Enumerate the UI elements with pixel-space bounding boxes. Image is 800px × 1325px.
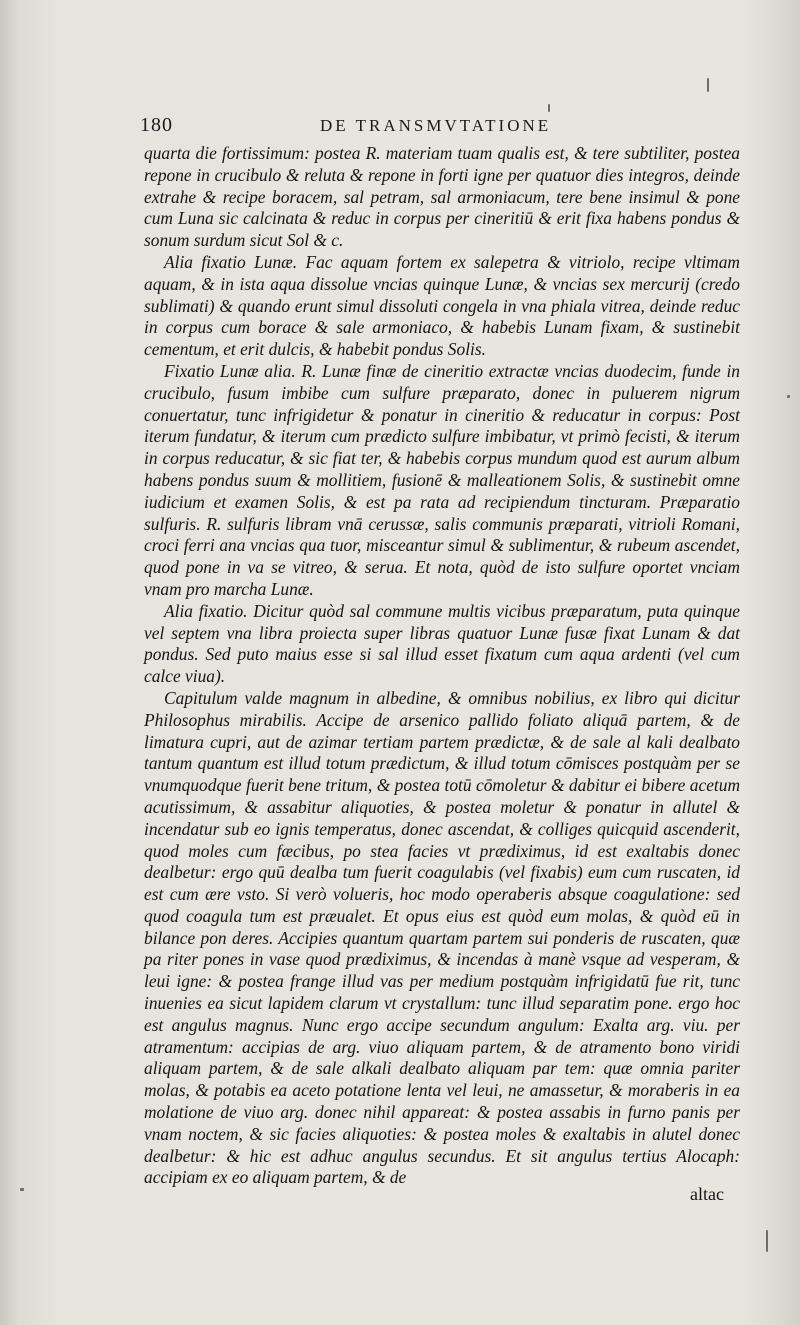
body-text (144, 143, 740, 1189)
ink-speck (20, 1188, 24, 1191)
paragraph: Capitulum valde magnum in albedine, & omnibus nobilius, ex libro qui dicitur Philosophus mirabilis. Accipe de arsenico pallido foliato aliquā partem, & de limatura cupri, aut de azimar tertiam partem prædictæ, & de sale al kali dealbato tantum quantum est illud totum prædictum, & illud totum cōmisces postquàm per se vnumquodque fuerit bene tritum, & postea totū cōmoletur & dabitur ei bibere acetum acutissimum, & assabitur aliquoties, & postea moletur & ponatur in allutel & incendatur sub eo ignis temperatus, donec ascendat, & colliges quicquid ascenderit, quod moles cum fæcibus, po stea facies vt prædiximus, id est exaltabis donec dealbetur: ergo quū dealba tum fuerit coagulabis (vel fixabis) eum cum ruscaten, id est cum ære vsto. Si verò volueris, hoc modo operaberis absque coagulatione: sed quod coagula tum est præualet. Et opus eius est quòd eum molas, & quòd eū in bilance pon deres. Accipies quantum quartam partem sui ponderis de ruscaten, quæ pa riter pones in vase quod prædiximus, & incendas à manè vsque ad vesperam, & leui igne: & postea frange illud vas per medium postquàm infrigidatū fue rit, tunc inuenies ea sicut lapidem clarum vt crystallum: tunc illud separatim pone. ergo hoc est angulus magnus. Nunc ergo accipe secundum angulum: Exalta arg. viu. per atramentum: accipias de arg. viuo aliquam partem, & de atramento bono viridi aliquam partem, & de sale alkali dealbato aliquam par tem: quæ omnia pariter molas, & potabis ea aceto potatione lenta vel leui, ne amassetur, & moraberis in ea molatione de viuo arg. donec nihil appareat: & postea assabis in furno panis per vnam noctem, & sic facies aliquoties: & postea moles & exaltabis in alutel donec dealbetur: & hic est adhuc angulus secundus. Et sit angulus tertius Alocaph: accipiam ex eo aliquam partem, & de (144, 687, 740, 1188)
paragraph: Alia fixatio. Dicitur quòd sal commune multis vicibus præparatum, puta quinque vel septem vna libra proiecta super libras quatuor Lunæ fusæ fixat Lunam & dat pondus. Sed puto maius esse si sal illud esset fixatum cum aqua ardenti (vel cum calce viua). (144, 600, 740, 687)
ink-speck (707, 78, 709, 92)
page-number: 180 (140, 114, 173, 136)
paragraph: quarta die fortissimum: postea R. materiam tuam qualis est, & tere subtiliter, postea repone in crucibulo & reluta & repone in forti igne per quatuor dies integros, deinde extrahe & recipe boracem, sal petram, sal armoniacum, tere bene insimul & pone cum Luna sic calcinata & reduc in corpus per cineritiū & erit fixa habens pondus & sonum surdum sicut Sol & c. (144, 143, 740, 251)
paragraph: Fixatio Lunæ alia. R. Lunæ finæ de cineritio extractæ vncias duodecim, funde in crucibulo, fusum imbibe cum sulfure præparato, donec in puluerem nigrum conuertatur, tunc infrigidetur & ponatur in cineritio & reducatur in corpus: Post iterum fundatur, & iterum cum prædicto sulfure imbibatur, vt primò fecisti, & iterum in corpus reducatur, & sic fiat ter, & habebis corpus mundum quod est aurum album habens pondus suum & mollitiem, fusionē & malleationem Solis, & sustinebit omne iudicium et examen Solis, & est pa rata ad recipiendum tincturam. Præparatio sulfuris. R. sulfuris libram vnā cerussæ, salis communis præparati, vitrioli Romani, croci ferri ana vncias qua tuor, misceantur simul & sublimentur, & rubeum ascendet, quod pone in va se vitreo, & serua. Et nota, quòd de isto sulfure oportet vnciam vnam pro marcha Lunæ. (144, 360, 740, 599)
catchword: altac (690, 1184, 724, 1204)
ink-speck (548, 104, 550, 112)
paragraph: Alia fixatio Lunæ. Fac aquam fortem ex salepetra & vitriolo, recipe vltimam aquam, & in ista aqua dissolue vncias quinque Lunæ, & vncias sex mercurij (credo sublimati) & quando erunt simul dissoluti congela in vna phiala vitrea, deinde reduc in corpus cum borace & sale armoniaco, & habebis Lunam fixam, & sustinebit cementum, et erit dulcis, & habebit pondus Solis. (144, 251, 740, 360)
ink-speck (787, 395, 790, 398)
ink-speck (766, 1230, 768, 1252)
page-header (140, 114, 700, 142)
running-head: DE TRANSMVTATIONE (320, 116, 552, 135)
